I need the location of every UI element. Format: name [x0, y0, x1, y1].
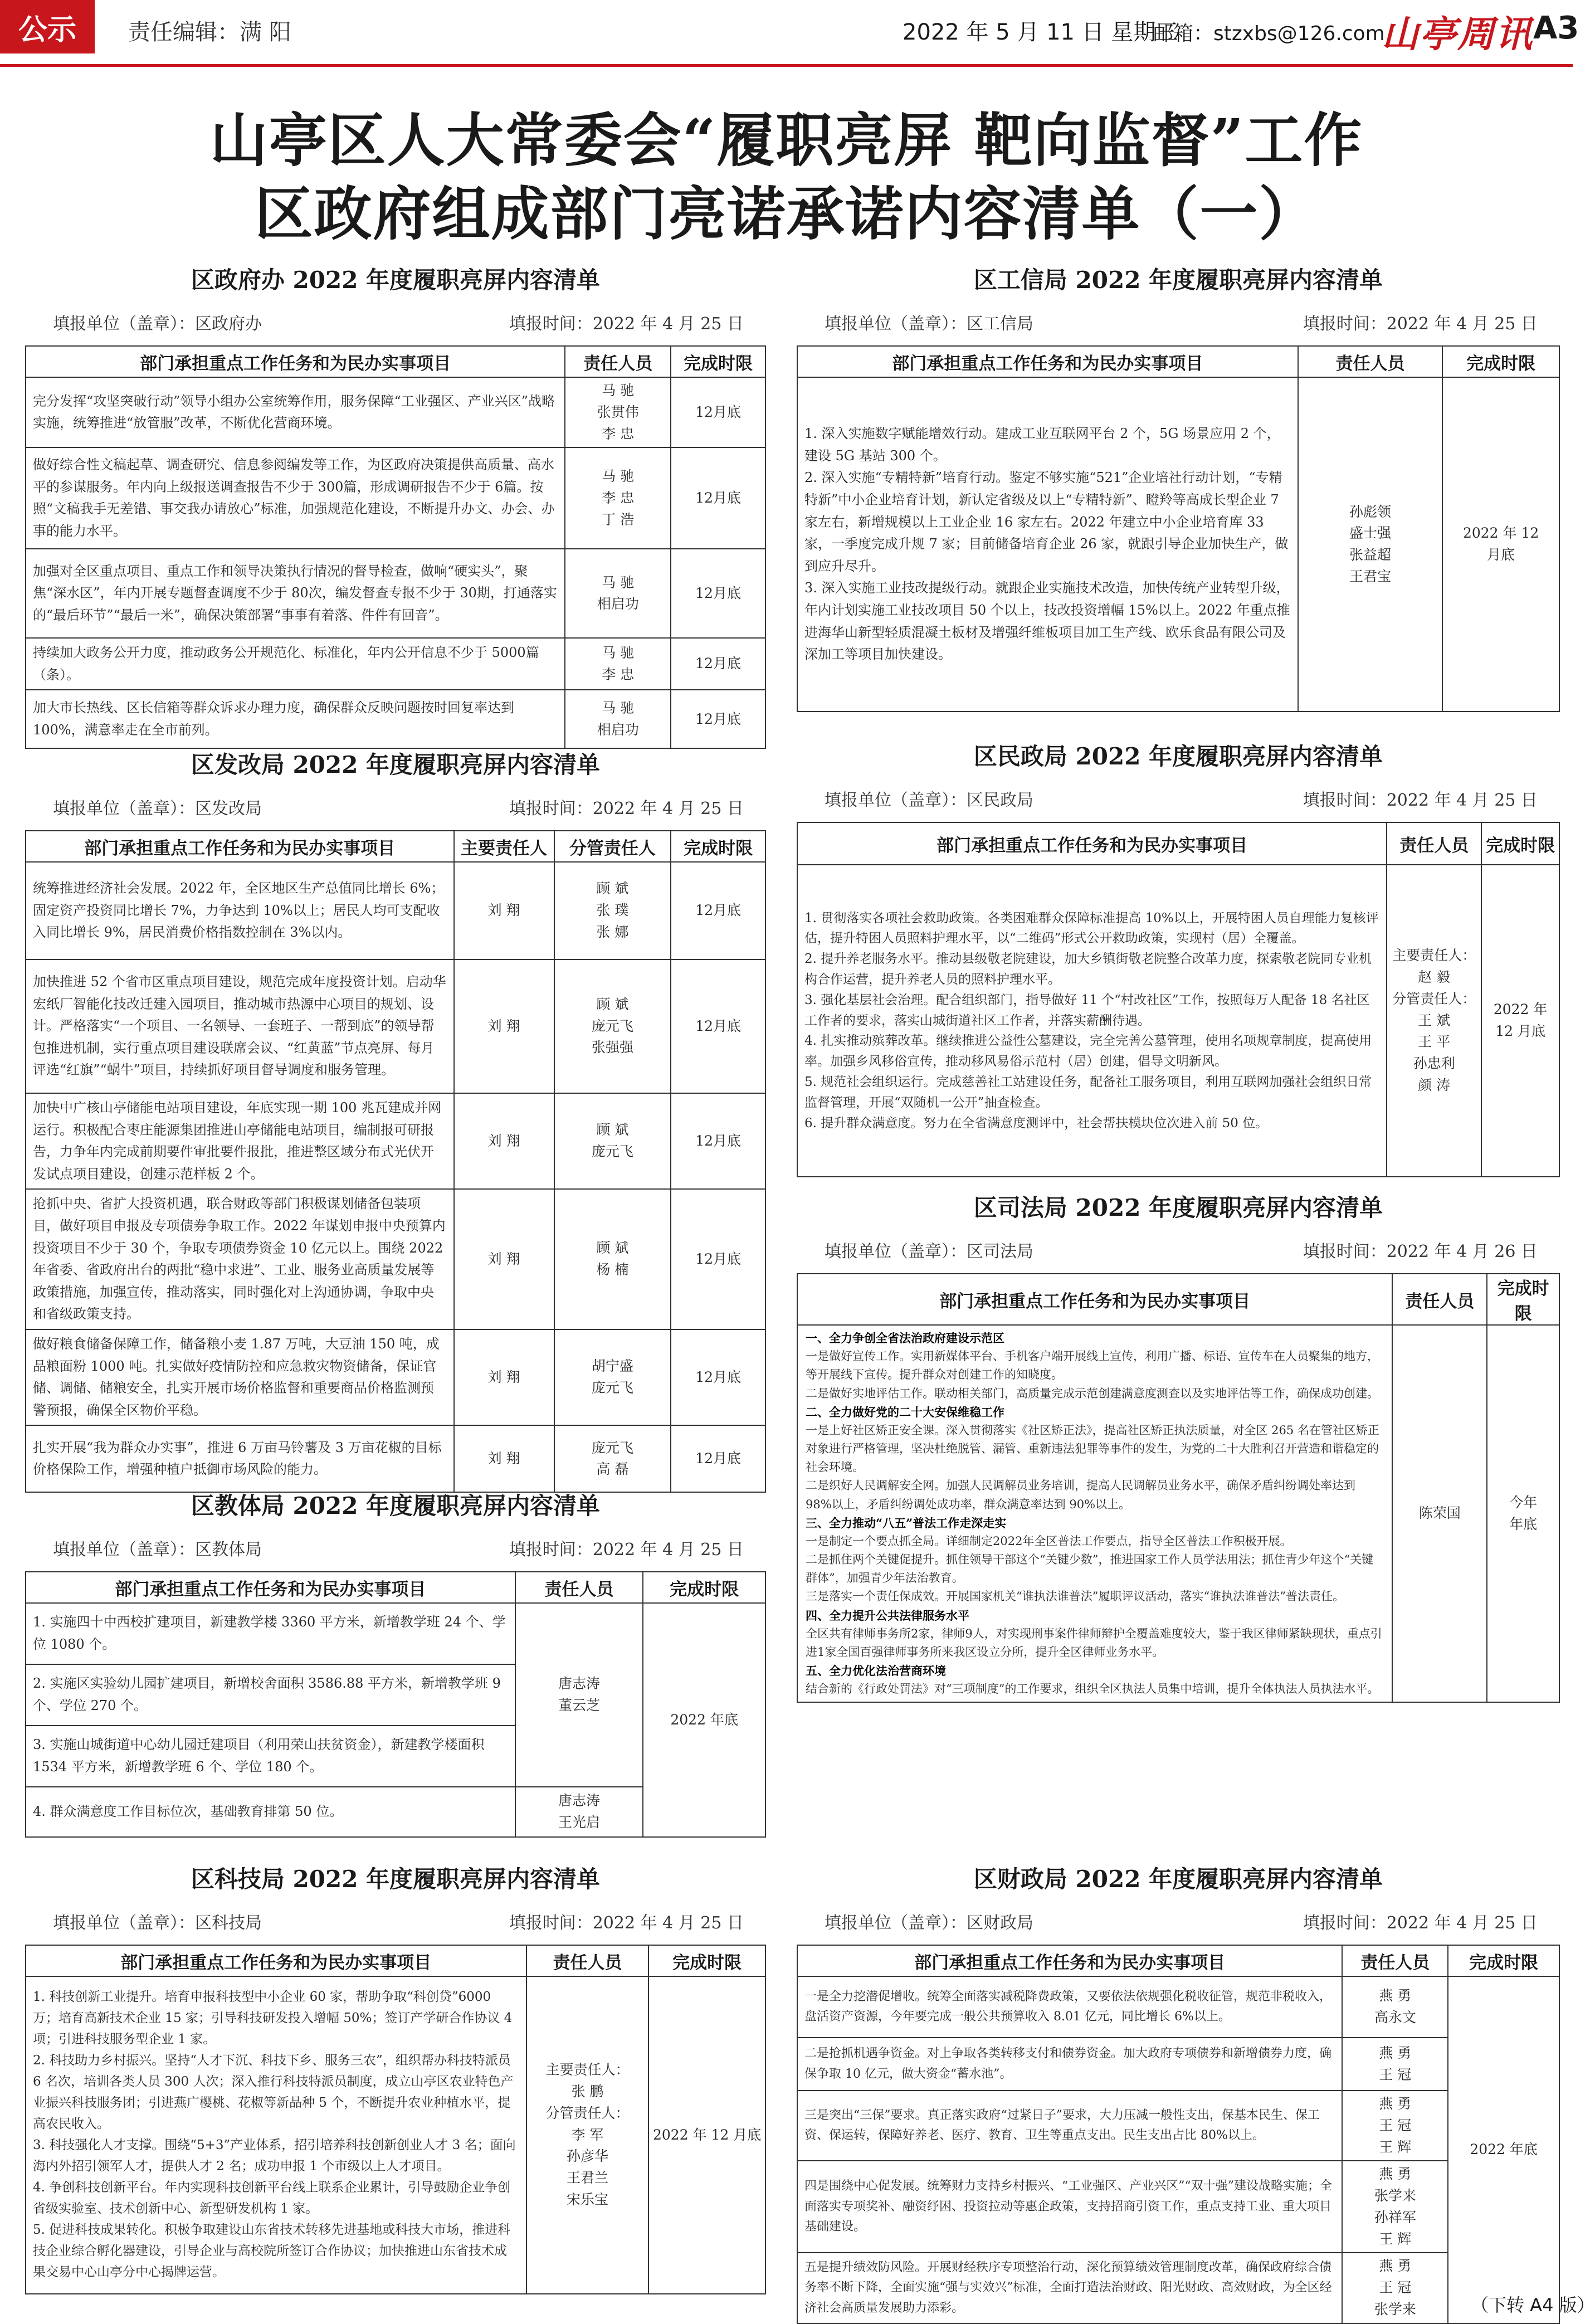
task-cell: 完分发挥“攻坚突破行动”领导小组办公室统筹作用，服务保障“工业强区、产业兴区”战略实施，统筹推进“放管服”改革，不断优化营商环境。: [26, 377, 565, 447]
block-title: 区政府办 2022 年度履职亮屏内容清单: [191, 266, 601, 294]
task-table: [25, 1945, 766, 2294]
fill-unit: 填报单位（盖章）：区司法局: [825, 1242, 1033, 1261]
sub-cell: 顾 斌 庞元飞 张强强: [554, 959, 671, 1093]
section-head: 一、全力争创全省法治政府建设示范区: [806, 1331, 1004, 1345]
task-cell: 2. 实施区实验幼儿园扩建项目，新增校舍面积 3586.88 平方米，新增教学班 9 个、学位 270 个。: [26, 1664, 515, 1726]
task-cell: 抢抓中央、省扩大投资机遇，联合财政等部门积极谋划储备包装项目，做好项目申报及专项债券争取工作。2022 年谋划申报中央预算内投资项目不少于 30 个，争取专项债券资金 10 亿元以上。围绕 2022 年省委、省政府出台的两批“稳中求进”、工业、服务业高质量发展等政策措施，加强宣传，推动落实，同时强化对上沟通协调，争取中央和省级政策支持。: [26, 1189, 454, 1329]
table-row: [26, 690, 765, 748]
due-cell: 2022 年底: [1448, 1976, 1559, 2323]
main-cell: 刘 翔: [454, 1189, 554, 1329]
fill-time: 填报时间：2022 年 4 月 25 日: [1303, 314, 1538, 334]
contact-email: 邮箱：stzxbs@126.com: [1153, 22, 1385, 45]
person-cell: 燕 勇 高永文: [1342, 1976, 1448, 2038]
section-body: 结合新的《行政处罚法》对“三项制度”的工作要求，组织全区执法人员集中培训，提升全体执法人员执法水平。: [806, 1682, 1379, 1696]
header-person: 责任人员: [526, 1945, 649, 1976]
editor-credit: 责任编辑：满 阳: [128, 20, 291, 45]
header-task: 部门承担重点工作任务和为民办实事项目: [797, 1274, 1392, 1325]
block-meta: [797, 786, 1560, 808]
block-zfb: [25, 262, 766, 738]
task-table: [797, 822, 1560, 1177]
fill-unit: 填报单位（盖章）：区教体局: [53, 1540, 262, 1560]
sub-cell: 顾 斌 庞元飞: [554, 1093, 671, 1189]
task-table: [25, 830, 766, 1493]
task-cell: 持续加大政务公开力度，推动政务公开规范化、标准化，年内公开信息不少于 5000篇（条）。: [26, 638, 565, 690]
section-body: 一是制定一个要点抓全局。详细制定2022年全区普法工作要点，指导全区普法工作积极开展。 二是抓住两个关键促提升。抓住领导干部这个“关键少数”，推进国家工作人员学法用法；抓住青少年这个“关键群体”，加强青少年法治教育。 三是落实一个责任保成效。开展国家机关“谁执法谁普法”履职评议活动，落实“谁执法谁普法”普法责任。: [806, 1534, 1374, 1604]
task-cell: 4. 群众满意度工作目标位次，基础教育排第 50 位。: [26, 1787, 515, 1837]
person-cell: 燕 勇 王 冠 张学来: [1342, 2253, 1448, 2323]
person-cell: 唐志涛 董云芝: [515, 1603, 643, 1787]
block-meta: [797, 1909, 1560, 1931]
table-header: [26, 1945, 765, 1976]
table-row: [797, 1325, 1559, 1702]
masthead: [0, 0, 1579, 67]
due-cell: 12月底: [671, 690, 765, 748]
fill-time: 填报时间：2022 年 4 月 25 日: [509, 799, 744, 818]
task-cell: 加大市长热线、区长信箱等群众诉求办理力度，确保群众反映问题按时回复率达到100%，满意率走在全市前列。: [26, 690, 565, 748]
task-table: [797, 1273, 1560, 1703]
due-cell: 12月底: [671, 1093, 765, 1189]
task-cell: 二是抢抓机遇争资金。对上争取各类转移支付和债券资金。加大政府专项债券和新增债券力度，确保争取 10 亿元，做大资金“蓄水池”。: [797, 2038, 1342, 2091]
table-row: [26, 1189, 765, 1329]
due-cell: 12月底: [671, 1425, 765, 1492]
task-cell: 1. 科技创新工业提升。培育申报科技型中小企业 60 家，帮助争取“科创贷”6000 万；培育高新技术企业 15 家；引导科技研发投入增幅 50%；签订产学研合作协议 4 项；引进科技服务型企业 1 家。 2. 科技助力乡村振兴。坚持“人才下沉、科技下乡、服务三农”，组织帮办科技特派员 6 名次，培训各类人员 300 人次；深入推行科技特派员制度，成立山亭区农业特色产业振兴科技服务团；引进燕广樱桃、花椒等新品种 5 个，不断提升农业种植水平，提高农民收入。 3. 科技强化人才支撑。围绕“5+3”产业体系，招引培养科技创新创业人才 3 名；面向海内外招引领军人才，提供人才 2 名；成功申报 1 个市级以上人才项目。 4. 争创科技创新平台。年内实现科技创新平台线上联系企业累计，引导鼓励企业争创省级实验室、技术创新中心、新型研发机构 1 家。 5. 促进科技成果转化。积极争取建设山东省技术转移先进基地或科技大市场，推进科技企业综合孵化器建设，引导企业与高校院所签订合作协议；加快推进山东省技术成果交易中心山亭分中心揭牌运营。: [26, 1976, 526, 2294]
due-cell: 12月底: [671, 1329, 765, 1425]
table-row: [26, 959, 765, 1093]
table-row: [797, 1976, 1559, 2038]
person-cell: 主要责任人： 赵 毅 分管责任人： 王 斌 王 平 孙忠利 颜 涛: [1387, 865, 1481, 1177]
due-cell: 2022 年 12 月底: [1442, 377, 1559, 712]
sub-cell: 庞元飞 高 磊: [554, 1425, 671, 1492]
main-cell: 刘 翔: [454, 1425, 554, 1492]
task-table: [797, 1945, 1560, 2324]
section-label: 公示: [0, 0, 95, 53]
block-meta: [797, 310, 1560, 332]
due-cell: 2022 年 12 月底: [1481, 865, 1559, 1177]
block-gxj: [797, 262, 1560, 741]
fill-unit: 填报单位（盖章）：区工信局: [825, 314, 1033, 334]
fill-time: 填报时间：2022 年 4 月 25 日: [509, 1913, 744, 1933]
person-cell: 主要责任人： 张 鹏 分管责任人： 李 军 孙彦华 王君兰 宋乐宝: [526, 1976, 649, 2294]
person-cell: 马 驰 相启功: [565, 690, 671, 748]
block-title: 区民政局 2022 年度履职亮屏内容清单: [973, 743, 1383, 770]
block-title: 区教体局 2022 年度履职亮屏内容清单: [191, 1492, 601, 1519]
header-person: 责任人员: [1298, 346, 1443, 377]
person-cell: 燕 勇 王 冠 王 辉: [1342, 2091, 1448, 2161]
block-meta: [25, 1909, 766, 1931]
task-cell: 1. 实施四十中西校扩建项目，新建教学楼 3360 平方米，新增教学班 24 个、学位 1080 个。: [26, 1603, 515, 1664]
page-number: A3: [1533, 10, 1579, 46]
table-row: [26, 862, 765, 959]
section-head: 三、全力推动“八五”普法工作走深走实: [806, 1516, 1007, 1530]
task-cell: 1. 贯彻落实各项社会救助政策。各类困难群众保障标准提高 10%以上，开展特困人员自理能力复核评估，提升特困人员照料护理水平，以“二维码”形式公开救助政策，实现村（居）全覆盖。 2. 提升养老服务水平。推动县级敬老院建设，加大乡镇街敬老院整合改革力度，探索敬老院同专业机构合作运营，提升养老人员的照料护理水平。 3. 强化基层社会治理。配合组织部门，指导做好 11 个“村改社区”工作，按照每万人配备 18 名社区工作者的要求，落实山城街道社区工作者，并落实薪酬待遇。 4. 扎实推动殡葬改革。继续推进公益性公墓建设，完全完善公墓管理，使用名项规章制度，提高使用率。加强乡风移俗宣传，推动移风易俗示范村（居）创建，倡导文明新风。 5. 规范社会组织运行。完成慈善社工站建设任务，配备社工服务项目，利用互联网加强社会组织日常监督管理，开展“双随机一公开”抽查检查。 6. 提升群众满意度。努力在全省满意度测评中，社会帮扶模块位次进入前 50 位。: [797, 865, 1387, 1177]
due-cell: 12月底: [671, 638, 765, 690]
table-row: [26, 1603, 765, 1664]
header-due: 完成时限: [1487, 1274, 1559, 1325]
person-cell: 唐志涛 王光启: [515, 1787, 643, 1837]
block-kjj: [25, 1861, 766, 2301]
person-cell: 马 驰 张贯伟 李 忠: [565, 377, 671, 447]
table-row: [797, 2038, 1559, 2091]
person-cell: 陈荣国: [1392, 1325, 1487, 1702]
fill-unit: 填报单位（盖章）：区发改局: [53, 799, 262, 818]
person-cell: 燕 勇 张学来 孙祥军 王 辉: [1342, 2161, 1448, 2253]
due-cell: 2022 年 12 月底: [648, 1976, 765, 2294]
task-cell: 一是全力挖潜促增收。统筹全面落实减税降费政策，又要依法依规强化税收征管，规范非税收入，盘活资产资源，今年要完成一般公共预算收入 8.01 亿元，同比增长 6%以上。: [797, 1976, 1342, 2038]
header-person: 责任人员: [515, 1572, 643, 1603]
header-main: 主要责任人: [454, 831, 554, 862]
header-due: 完成时限: [643, 1572, 765, 1603]
header-task: 部门承担重点工作任务和为民办实事项目: [797, 1945, 1342, 1976]
header-due: 完成时限: [1481, 822, 1559, 865]
table-header: [26, 346, 765, 377]
person-cell: 孙彪领 盛士强 张益超 王君宝: [1298, 377, 1443, 712]
table-row: [26, 1329, 765, 1425]
task-table: [25, 1571, 766, 1838]
table-header: [797, 1945, 1559, 1976]
header-task: 部门承担重点工作任务和为民办实事项目: [26, 831, 454, 862]
section-head: 五、全力优化法治营商环境: [806, 1664, 946, 1678]
table-row: [797, 2161, 1559, 2253]
fill-unit: 填报单位（盖章）：区科技局: [53, 1913, 262, 1933]
task-cell: 加快中广核山亭储能电站项目建设，年底实现一期 100 兆瓦建成并网运行。积极配合枣庄能源集团推进山亭储能电站项目，编制报可研报告，力争年内完成前期要件审批要件报批，推进整区域分布式光伏开发试点项目建设，创建示范样板 2 个。: [26, 1093, 454, 1189]
table-row: [26, 549, 765, 638]
header-task: 部门承担重点工作任务和为民办实事项目: [26, 1572, 515, 1603]
sub-cell: 胡宁盛 庞元飞: [554, 1329, 671, 1425]
table-row: [26, 447, 765, 549]
header-due: 完成时限: [648, 1945, 765, 1976]
block-mzj: [797, 738, 1560, 1184]
section-body: 全区共有律师事务所2家，律师9人，对实现刑事案件律师辩护全覆盖难度较大，鉴于我区律师紧缺现状，重点引进1家全国百强律师事务所来我区设立分所，提升全区律师业务水平。: [806, 1626, 1382, 1659]
block-title: 区发改局 2022 年度履职亮屏内容清单: [191, 751, 601, 778]
due-cell: 2022 年底: [643, 1603, 765, 1837]
task-table: [25, 345, 766, 749]
main-cell: 刘 翔: [454, 1329, 554, 1425]
section-body: 一是上好社区矫正安全课。深入贯彻落实《社区矫正法》，提高社区矫正执法质量，对全区 265 名在管社区矫正对象进行严格管理，坚决杜绝脱管、漏管、重新违法犯罪等事件的发生，为党的二十大胜利召开营造和谐稳定的社会环境。 二是织好人民调解安全网。加强人民调解员业务培训，提高人民调解员业务水平，确保矛盾纠纷调处率达到 98%以上，矛盾纠纷调处成功率，群众满意率达到 90%以上。: [806, 1423, 1379, 1511]
due-cell: 12月底: [671, 1189, 765, 1329]
due-cell: 12月底: [671, 377, 765, 447]
header-due: 完成时限: [671, 346, 765, 377]
header-task: 部门承担重点工作任务和为民办实事项目: [797, 822, 1387, 865]
person-cell: 燕 勇 王 冠: [1342, 2038, 1448, 2091]
block-title: 区工信局 2022 年度履职亮屏内容清单: [973, 266, 1383, 294]
person-cell: 马 驰 李 忠: [565, 638, 671, 690]
fill-time: 填报时间：2022 年 4 月 25 日: [1303, 1913, 1538, 1933]
due-cell: 12月底: [671, 862, 765, 959]
table-header: [797, 822, 1559, 865]
block-meta: [25, 310, 766, 332]
table-row: [26, 1093, 765, 1189]
task-cell: 五是提升绩效防风险。开展财经秩序专项整治行动，深化预算绩效管理制度改革，确保政府综合债务率不断下降，全面实施“强与实效兴”标准，全面打造法治财政、阳光财政、高效财政，为全区经济社会高质量发展助力添彩。: [797, 2253, 1342, 2323]
block-meta: [25, 795, 766, 817]
section-body: 一是做好宣传工作。实用新媒体平台、手机客户端开展线上宣传，利用广播、标语、宣传车在人员聚集的地方，等开展线下宣传。提升群众对创建工作的知晓度。 二是做好实地评估工作。联动相关部门，高质量完成示范创建满意度测查以及实地评估等工作，确保成功创建。: [806, 1349, 1379, 1400]
sub-cell: 顾 斌 张 璞 张 娜: [554, 862, 671, 959]
fill-time: 填报时间：2022 年 4 月 25 日: [509, 1540, 744, 1560]
table-row: [26, 1425, 765, 1492]
header-person: 责任人员: [1342, 1945, 1448, 1976]
section-head: 四、全力提升公共法律服务水平: [806, 1608, 969, 1623]
table-row: [26, 1976, 765, 2294]
person-cell: 马 驰 李 忠 丁 浩: [565, 447, 671, 549]
task-cell: 扎实开展“我为群众办实事”，推进 6 万亩马铃薯及 3 万亩花椒的目标价格保险工作，增强种植户抵御市场风险的能力。: [26, 1425, 454, 1492]
task-cell: 3. 实施山城街道中心幼儿园迁建项目（利用荣山扶贫资金），新建教学楼面积 1534 平方米，新增教学班 6 个、学位 180 个。: [26, 1726, 515, 1787]
block-meta: [25, 1536, 766, 1558]
header-person: 责任人员: [1392, 1274, 1487, 1325]
table-row: [26, 377, 765, 447]
table-header: [26, 1572, 765, 1603]
task-cell: 做好综合性文稿起草、调查研究、信息参阅编发等工作，为区政府决策提供高质量、高水平的参谋服务。年内向上级报送调查报告不少于 300篇，形成调研报告不少于 6篇。按照“文稿我手无差错、事交我办请放心”标准，加强规范化建设，不断提升办文、办会、办事的能力水平。: [26, 447, 565, 549]
task-cell: 加快推进 52 个省市区重点项目建设，规范完成年度投资计划。启动华宏纸厂智能化技改迁建入园项目，推动城市热源中心项目的规划、设计。严格落实“一个项目、一名领导、一套班子、一帮到底”的领导帮包推进机制，实行重点项目建设联席会议、“红黄蓝”节点亮屏、每月评选“红旗”“蜗牛”项目，持续抓好项目督导调度和服务管理。: [26, 959, 454, 1093]
fill-unit: 填报单位（盖章）：区政府办: [53, 314, 262, 334]
block-title: 区司法局 2022 年度履职亮屏内容清单: [973, 1194, 1383, 1221]
header-task: 部门承担重点工作任务和为民办实事项目: [26, 1945, 526, 1976]
block-jtj: [25, 1488, 766, 1833]
fill-unit: 填报单位（盖章）：区财政局: [825, 1913, 1033, 1933]
due-cell: 12月底: [671, 447, 765, 549]
table-header: [797, 1274, 1559, 1325]
fill-unit: 填报单位（盖章）：区民政局: [825, 791, 1033, 810]
main-cell: 刘 翔: [454, 862, 554, 959]
due-cell: 今年 年底: [1487, 1325, 1559, 1702]
fill-time: 填报时间：2022 年 4 月 25 日: [1303, 791, 1538, 810]
task-cell: 三是突出“三保”要求。真正落实政府“过紧日子”要求，大力压减一般性支出，保基本民生、保工资、保运转，保障好养老、医疗、教育、卫生等重点支出。民生支出占比 80%以上。: [797, 2091, 1342, 2161]
block-fgj: [25, 747, 766, 1478]
table-row: [797, 2253, 1559, 2323]
block-sfj: [797, 1190, 1560, 1836]
header-due: 完成时限: [671, 831, 765, 862]
task-cell: [797, 1325, 1392, 1702]
issue-date: 2022 年 5 月 11 日 星期三: [903, 20, 1178, 45]
block-title: 区财政局 2022 年度履职亮屏内容清单: [973, 1865, 1383, 1893]
fill-time: 填报时间：2022 年 4 月 25 日: [509, 314, 744, 334]
person-cell: 马 驰 相启功: [565, 549, 671, 638]
main-cell: 刘 翔: [454, 959, 554, 1093]
table-row: [797, 377, 1559, 712]
due-cell: 12月底: [671, 549, 765, 638]
table-row: [797, 2091, 1559, 2161]
header-due: 完成时限: [1442, 346, 1559, 377]
table-header: [26, 831, 765, 862]
task-cell: 加强对全区重点项目、重点工作和领导决策执行情况的督导检查，做响“硬实头”，聚焦“深水区”，年内开展专题督查调度不少于 80次，编发督查专报不少于 30期，打通落实的“最后环节”“最后一米”，确保决策部署“事事有着落、件件有回音”。: [26, 549, 565, 638]
header-sub: 分管责任人: [554, 831, 671, 862]
header-due: 完成时限: [1448, 1945, 1559, 1976]
continued-note: （下转 A4 版）: [1471, 2294, 1595, 2316]
table-row: [26, 638, 765, 690]
newspaper-logo: 山亭周讯: [1382, 12, 1533, 56]
task-cell: 统筹推进经济社会发展。2022 年，全区地区生产总值同比增长 6%；固定资产投资同比增长 7%，力争达到 10%以上；居民人均可支配收入同比增长 9%，居民消费价格指数控制在 3%以内。: [26, 862, 454, 959]
task-table: [797, 345, 1560, 712]
header-person: 责任人员: [565, 346, 671, 377]
sub-cell: 顾 斌 杨 楠: [554, 1189, 671, 1329]
block-meta: [797, 1237, 1560, 1260]
due-cell: 12月底: [671, 959, 765, 1093]
task-cell: 做好粮食储备保障工作，储备粮小麦 1.87 万吨，大豆油 150 吨，成品粮面粉 1000 吨。扎实做好疫情防控和应急救灾物资储备，保证官储、调储、储粮安全，扎实开展市场价格监督和重要商品价格监测预警预报，确保全区物价平稳。: [26, 1329, 454, 1425]
section-head: 二、全力做好党的二十大安保维稳工作: [806, 1405, 1004, 1419]
table-row: [797, 865, 1559, 1177]
headline-line-2: 区政府组成部门亮诺承诺内容清单（一）: [255, 179, 1318, 248]
header-task: 部门承担重点工作任务和为民办实事项目: [26, 346, 565, 377]
headline-line-1: 山亭区人大常委会“履职亮屏 靶向监督”工作: [209, 106, 1363, 174]
task-cell: 四是围绕中心促发展。统筹财力支持乡村振兴、“工业强区、产业兴区”“双十强”建设战略实施；全面落实专项奖补、融资纾困、投资拉动等惠企政策，支持招商引资工作，重点支持工业、重大项目基础建设。: [797, 2161, 1342, 2253]
fill-time: 填报时间：2022 年 4 月 26 日: [1303, 1242, 1538, 1261]
task-cell: 1. 深入实施数字赋能增效行动。建成工业互联网平台 2 个，5G 场景应用 2 个，建设 5G 基站 300 个。 2. 深入实施“专精特新”培育行动。鉴定不够实施“521”企业培社行动计划，“专精特新”中小企业培育计划，新认定省级及以上“专精特新”、瞪羚等高成长型企业 7 家左右，新增规模以上工业企业 16 家左右。2022 年建立中小企业培育库 33 家，一季度完成升规 7 家；目前储备培育企业 26 家，就跟引导企业加快生产，做到应升尽升。 3. 深入实施工业技改提级行动。就跟企业实施技术改造，加快传统产业转型升级，年内计划实施工业技改项目 50 个以上，技改投资增幅 15%以上。2022 年重点推进海华山新型轻质混凝土板材及增强纤维板项目加工生产线、欧乐食品有限公司及深加工等项目加快建设。: [797, 377, 1298, 712]
main-cell: 刘 翔: [454, 1093, 554, 1189]
block-title: 区科技局 2022 年度履职亮屏内容清单: [191, 1865, 601, 1893]
header-person: 责任人员: [1387, 822, 1481, 865]
table-header: [797, 346, 1559, 377]
header-task: 部门承担重点工作任务和为民办实事项目: [797, 346, 1298, 377]
